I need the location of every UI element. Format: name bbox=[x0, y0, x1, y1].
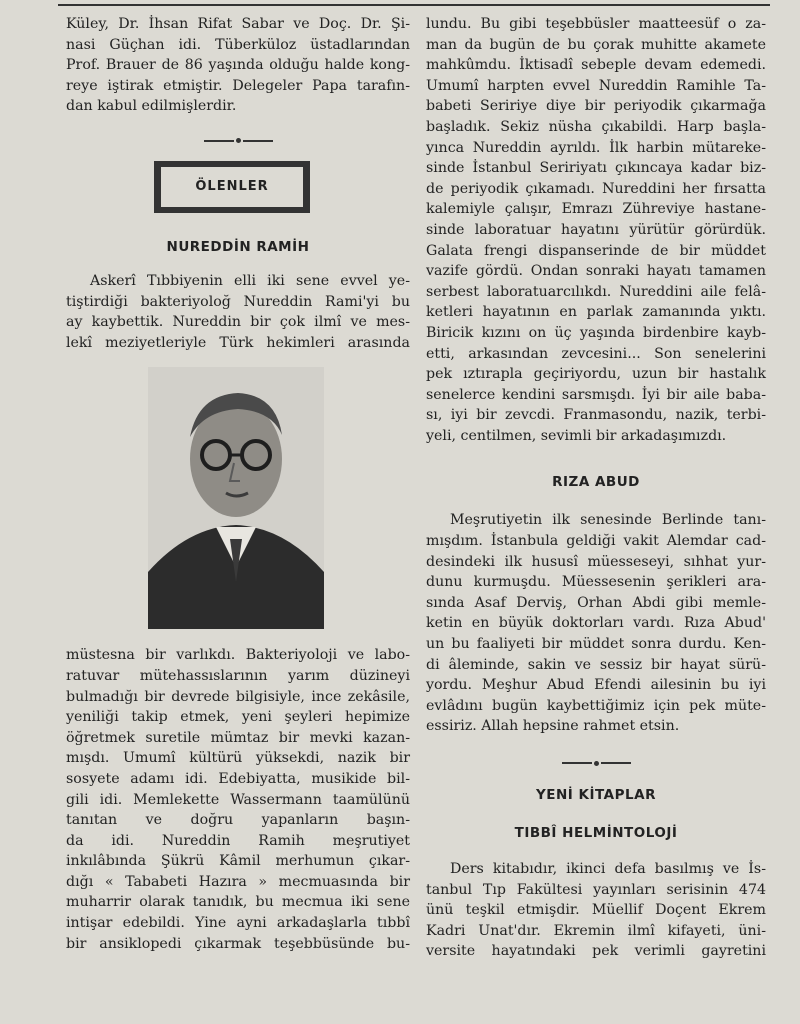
text-line: kalemiyle çalışır, Emrazı Zühreviye hastane- bbox=[426, 201, 766, 218]
text-line: ketin en büyük doktorları vardı. Rıza Abud' bbox=[426, 615, 766, 632]
obituary-riza-abud-paragraph bbox=[426, 510, 766, 737]
ornamental-divider bbox=[426, 753, 766, 773]
text-line: mışdı. Umumî kültürü yüksekdi, nazik bir bbox=[66, 750, 410, 767]
text-line: nasi Güçhan idi. Tüberküloz üstadlarından bbox=[66, 36, 410, 53]
text-line: tanıtan ve doğru yapanların başın- bbox=[66, 812, 410, 829]
text-line: desindeki ilk hususî müesseseyi, sıhhat yur- bbox=[426, 553, 766, 570]
text-line: versite hayatındaki pek verimli gayretini bbox=[426, 943, 766, 960]
obituary-title-nureddin: NUREDDİN RAMİH bbox=[166, 238, 310, 255]
text-line: dığı « Tababeti Hazıra » mecmuasında bir bbox=[66, 873, 410, 890]
text-line: sinde İstanbul Seririyatı çıkıncaya kadar biz- bbox=[426, 160, 766, 177]
text-line: Prof. Brauer de 86 yaşında olduğu halde kong- bbox=[66, 57, 410, 74]
text-line: öğretmek suretile mümtaz bir mevki kazan- bbox=[66, 729, 410, 746]
books-section-title: YENİ KİTAPLAR bbox=[536, 787, 656, 803]
portrait-illustration bbox=[148, 367, 324, 629]
text-line: intişar edebildi. Yine ayni arkadaşlarla tıbbî bbox=[66, 915, 410, 932]
text-line: sinde laboratuar hayatını yürütür görürdük. bbox=[426, 221, 766, 238]
text-line: yeniliği takip etmek, yeni şeyleri hepimize bbox=[66, 709, 410, 726]
obituary-nureddin-final-part bbox=[426, 14, 766, 446]
text-line: muharrir olarak tanıdık, bu mecmua iki sene bbox=[66, 894, 410, 911]
text-line: ketleri hayatının en parlak zamanında yıktı. bbox=[426, 304, 766, 321]
text-line: man da bugün de bu çorak muhitte akamete bbox=[426, 36, 766, 53]
portrait-photo bbox=[148, 367, 324, 629]
obituary-nureddin-continued bbox=[66, 645, 410, 954]
text-line: sı, iyi bir zevcdi. Franmasondu, nazik, terbi- bbox=[426, 407, 766, 424]
text-line: un bu faaliyeti bir müddet sonra durdu. Ken- bbox=[426, 636, 766, 653]
text-line: Biricik kızını on üç yaşında birdenbire kayb- bbox=[426, 324, 766, 341]
text-line: sosyete adamı idi. Edebiyatta, musikide bil- bbox=[66, 770, 410, 787]
text-line: tanbul Tıp Fakültesi yayınları serisinin 474 bbox=[426, 881, 766, 898]
text-line: babeti Seririye diye bir periyodik çıkarmağa bbox=[426, 98, 766, 115]
text-line: Ders kitabıdır, ikinci defa basılmış ve İs- bbox=[450, 861, 766, 877]
text-line: mahkûmdu. İktisadî sebeple devam edemedi. bbox=[426, 57, 766, 74]
intro-paragraph bbox=[66, 14, 410, 117]
ornamental-divider bbox=[66, 131, 410, 151]
text-line: dunu kurmuşdu. Müessesenin şerikleri ara- bbox=[426, 574, 766, 591]
text-line: müstesna bir varlıkdı. Bakteriyoloji ve labo- bbox=[66, 647, 410, 664]
text-line: senelerce kendini sarsmışdı. İyi bir aile baba- bbox=[426, 386, 766, 403]
text-line: bir ansiklopedi çıkarmak teşebbüsünde bu- bbox=[66, 935, 410, 952]
text-line: başladık. Sekiz nüsha çıkabildi. Harp başla- bbox=[426, 118, 766, 135]
text-line: Küley, Dr. İhsan Rifat Sabar ve Doç. Dr. Şi- bbox=[66, 16, 410, 32]
text-line: Askerî Tıbbiyenin elli iki sene evvel ye- bbox=[90, 272, 410, 289]
text-line: Kadri Unat'dır. Ekremin ilmî kifayeti, üni- bbox=[426, 922, 766, 939]
text-line: vazife gördü. Ondan sonraki hayatı tamamen bbox=[426, 263, 766, 280]
book-review-paragraph bbox=[426, 859, 766, 962]
book-title: TIBBÎ HELMİNTOLOJİ bbox=[514, 825, 678, 841]
section-box-title: ÖLENLER bbox=[195, 179, 269, 195]
text-line: etti, arkasından zevcesini... Son senelerini bbox=[426, 345, 766, 362]
text-line: dan kabul edilmişlerdir. bbox=[66, 98, 237, 115]
text-line: lundu. Bu gibi teşebbüsler maatteesüf o za- bbox=[426, 16, 766, 32]
text-line: evlâdını bugün kaybettiğimiz için pek müte- bbox=[426, 697, 766, 714]
text-line: sında Asaf Derviş, Orhan Abdi gibi memle- bbox=[426, 594, 766, 611]
text-line: da idi. Nureddin Ramih meşrutiyet bbox=[66, 832, 410, 849]
top-rule bbox=[58, 4, 770, 6]
text-line: de periyodik çıkamadı. Nureddini her fırsatta bbox=[426, 180, 766, 197]
text-line: ünü teşkil etmişdir. Müellif Doçent Ekrem bbox=[426, 902, 766, 919]
text-line: di âleminde, sakin ve sessiz bir hayat sürü- bbox=[426, 656, 766, 673]
text-line: Meşrutiyetin ilk senesinde Berlinde tanı- bbox=[450, 512, 766, 529]
text-line: tiştirdiği bakteriyoloğ Nureddin Rami'yi bu bbox=[66, 293, 410, 310]
obituary-title-riza-abud: RIZA ABUD bbox=[552, 474, 640, 491]
text-line: serbest laboratuarcılıkdı. Nureddini aile felâ- bbox=[426, 283, 766, 300]
text-line: bulmadığı bir devrede bilgisiyle, ince zekâsile, bbox=[66, 688, 410, 705]
section-box-heading bbox=[154, 161, 310, 213]
text-line: gili idi. Memlekette Wassermann taamülünü bbox=[66, 791, 410, 808]
right-column bbox=[426, 14, 766, 962]
text-line: reye iştirak etmiştir. Delegeler Papa tarafın- bbox=[66, 77, 410, 94]
text-line: yınca Nureddin ayrıldı. İlk harbin mütareke- bbox=[426, 139, 766, 156]
text-line: mışdım. İstanbula geldiği vakit Alemdar cad- bbox=[426, 533, 766, 550]
text-line: yordu. Meşhur Abud Efendi ailesinin bu iyi bbox=[426, 677, 766, 694]
text-line: essiriz. Allah hepsine rahmet etsin. bbox=[426, 718, 680, 735]
text-line: Galata frengi dispanserinde de bir müddet bbox=[426, 242, 766, 259]
text-line: pek ıztırapla geçiriyordu, uzun bir hastalık bbox=[426, 366, 766, 383]
text-line: Umumî harpten evvel Nureddin Ramihle Ta- bbox=[426, 77, 766, 94]
text-line: lekî meziyetleriyle Türk hekimleri arasında bbox=[66, 334, 410, 351]
text-line: ay kaybettik. Nureddin bir çok ilmî ve mes- bbox=[66, 314, 410, 331]
text-line: ratuvar mütehassıslarının yarım düzineyi bbox=[66, 667, 410, 684]
obituary-nureddin-paragraph bbox=[66, 271, 410, 353]
text-line: inkılâbında Şükrü Kâmil merhumun çıkar- bbox=[66, 853, 410, 870]
text-line: yeli, centilmen, sevimli bir arkadaşımızdı. bbox=[426, 427, 727, 444]
left-column bbox=[66, 14, 410, 954]
